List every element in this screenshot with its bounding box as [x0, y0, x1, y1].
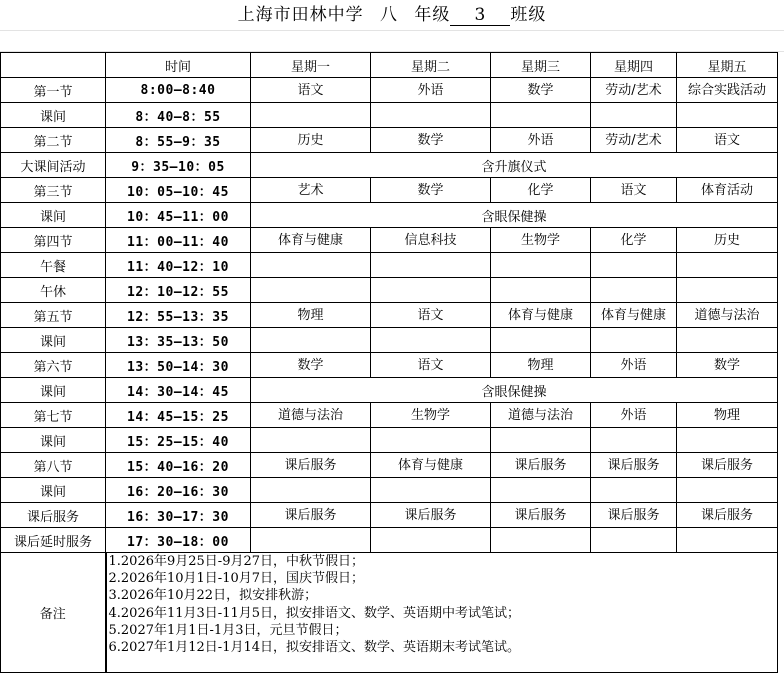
class-cell: 语文 [371, 353, 491, 378]
period-time: 12：10—12：55 [106, 278, 251, 303]
note-line: 4.2026年11月3日-11月5日，拟安排语文、数学、英语期中考试笔试； [108, 605, 521, 621]
note-line: 3.2026年10月22日，拟安排秋游； [108, 588, 318, 604]
header-day: 星期二 [371, 53, 491, 78]
header-day: 星期五 [677, 53, 778, 78]
period-time: 13：35—13：50 [106, 328, 251, 353]
class-cell: 道德与法治 [677, 303, 778, 328]
class-cell: 外语 [491, 128, 591, 153]
class-cell [491, 253, 591, 278]
period-label: 第八节 [1, 453, 106, 478]
timetable [0, 52, 778, 673]
note-line: 5.2027年1月1日-1月3日，元旦节假日； [108, 622, 348, 638]
class-cell: 化学 [591, 228, 677, 253]
class-cell: 劳动/艺术 [591, 78, 677, 103]
grade-value: 八 [380, 5, 398, 25]
class-cell [591, 528, 677, 553]
class-cell [591, 428, 677, 453]
period-time: 9：35—10：05 [106, 153, 251, 178]
spreadsheet-empty-row [0, 30, 784, 52]
class-cell: 体育与健康 [491, 303, 591, 328]
class-cell [251, 528, 371, 553]
class-cell: 语文 [677, 128, 778, 153]
period-time: 10：45—11：00 [106, 203, 251, 228]
period-label: 第四节 [1, 228, 106, 253]
class-cell [677, 328, 778, 353]
merged-activity-cell: 含眼保健操 [251, 203, 778, 228]
note-line: 6.2027年1月12日-1月14日，拟安排语文、数学、英语期末考试笔试。 [108, 640, 521, 656]
class-cell [491, 278, 591, 303]
schedule-row [1, 103, 778, 128]
schedule-row [1, 403, 778, 428]
class-cell: 课后服务 [251, 453, 371, 478]
schedule-row [1, 428, 778, 453]
class-cell [677, 103, 778, 128]
schedule-row [1, 478, 778, 503]
class-cell [677, 253, 778, 278]
period-time: 16：20—16：30 [106, 478, 251, 503]
notes-label: 备注 [1, 553, 106, 673]
class-cell [591, 478, 677, 503]
header-row [1, 53, 778, 78]
header-time: 时间 [106, 53, 251, 78]
class-cell: 课后服务 [491, 453, 591, 478]
class-cell: 生物学 [371, 403, 491, 428]
class-cell: 外语 [591, 353, 677, 378]
period-label: 课间 [1, 203, 106, 228]
period-label: 午餐 [1, 253, 106, 278]
class-cell [371, 103, 491, 128]
class-cell: 历史 [251, 128, 371, 153]
class-cell: 历史 [677, 228, 778, 253]
period-time: 17：30—18：00 [106, 528, 251, 553]
class-cell: 语文 [251, 78, 371, 103]
note-line: 2.2026年10月1日-10月7日，国庆节假日； [108, 571, 365, 587]
schedule-row [1, 78, 778, 103]
period-label: 午休 [1, 278, 106, 303]
period-label: 大课间活动 [1, 153, 106, 178]
schedule-row [1, 153, 778, 178]
period-label: 第七节 [1, 403, 106, 428]
class-cell: 语文 [371, 303, 491, 328]
class-cell: 物理 [251, 303, 371, 328]
class-cell [677, 428, 778, 453]
class-cell [251, 278, 371, 303]
period-time: 15：40—16：20 [106, 453, 251, 478]
period-time: 15：25—15：40 [106, 428, 251, 453]
class-cell [491, 528, 591, 553]
class-cell [491, 103, 591, 128]
class-cell: 艺术 [251, 178, 371, 203]
class-cell [251, 328, 371, 353]
period-label: 第五节 [1, 303, 106, 328]
schedule-row [1, 253, 778, 278]
class-cell: 道德与法治 [491, 403, 591, 428]
class-cell: 课后服务 [371, 503, 491, 528]
period-time: 11：40—12：10 [106, 253, 251, 278]
schedule-row [1, 378, 778, 403]
class-cell: 语文 [591, 178, 677, 203]
note-line: 1.2026年9月25日-9月27日，中秋节假日； [108, 554, 365, 569]
class-cell [591, 253, 677, 278]
class-cell [371, 278, 491, 303]
period-time: 8:00—8:40 [106, 78, 251, 103]
period-time: 10：05—10：45 [106, 178, 251, 203]
header-day: 星期一 [251, 53, 371, 78]
period-time: 12：55—13：35 [106, 303, 251, 328]
class-cell [591, 328, 677, 353]
class-cell: 课后服务 [677, 453, 778, 478]
schedule-row [1, 228, 778, 253]
period-label: 课间 [1, 328, 106, 353]
period-label: 课后延时服务 [1, 528, 106, 553]
schedule-row [1, 503, 778, 528]
period-time: 13：50—14：30 [106, 353, 251, 378]
page-title [0, 0, 784, 30]
class-cell: 课后服务 [591, 453, 677, 478]
header-blank [1, 53, 106, 78]
grade-label: 年级 [414, 5, 451, 25]
period-label: 课间 [1, 378, 106, 403]
class-cell [251, 428, 371, 453]
class-cell: 化学 [491, 178, 591, 203]
class-cell: 信息科技 [371, 228, 491, 253]
schedule-row [1, 278, 778, 303]
class-cell: 体育活动 [677, 178, 778, 203]
class-cell [371, 328, 491, 353]
schedule-row [1, 203, 778, 228]
schedule-row [1, 328, 778, 353]
period-time: 8：55—9：35 [106, 128, 251, 153]
period-time: 11：00—11：40 [106, 228, 251, 253]
period-time: 16：30—17：30 [106, 503, 251, 528]
class-cell: 数学 [677, 353, 778, 378]
class-cell: 体育与健康 [371, 453, 491, 478]
header-day: 星期四 [591, 53, 677, 78]
class-cell: 综合实践活动 [677, 78, 778, 103]
merged-activity-cell: 含眼保健操 [251, 378, 778, 403]
class-cell [371, 253, 491, 278]
period-time: 14：45—15：25 [106, 403, 251, 428]
class-cell: 课后服务 [491, 503, 591, 528]
period-label: 第二节 [1, 128, 106, 153]
class-cell: 课后服务 [591, 503, 677, 528]
class-cell [591, 103, 677, 128]
class-cell [677, 478, 778, 503]
class-cell [491, 428, 591, 453]
class-cell [371, 428, 491, 453]
class-cell: 课后服务 [677, 503, 778, 528]
period-label: 课间 [1, 428, 106, 453]
class-cell: 数学 [371, 128, 491, 153]
class-cell [491, 328, 591, 353]
class-cell: 物理 [677, 403, 778, 428]
class-cell [591, 278, 677, 303]
class-cell: 课后服务 [251, 503, 371, 528]
class-cell: 物理 [491, 353, 591, 378]
period-label: 课后服务 [1, 503, 106, 528]
class-cell [371, 528, 491, 553]
schedule-row [1, 453, 778, 478]
schedule-row [1, 178, 778, 203]
class-number: 3 [450, 5, 510, 26]
class-cell: 体育与健康 [251, 228, 371, 253]
class-cell [371, 478, 491, 503]
notes-row [1, 553, 778, 673]
header-day: 星期三 [491, 53, 591, 78]
class-label: 班级 [510, 5, 547, 25]
class-cell: 道德与法治 [251, 403, 371, 428]
class-cell [251, 478, 371, 503]
schedule-row [1, 303, 778, 328]
class-cell [251, 253, 371, 278]
merged-activity-cell: 含升旗仪式 [251, 153, 778, 178]
period-label: 第三节 [1, 178, 106, 203]
schedule-row [1, 528, 778, 553]
period-time: 14：30—14：45 [106, 378, 251, 403]
class-cell: 外语 [591, 403, 677, 428]
class-cell: 数学 [491, 78, 591, 103]
period-label: 课间 [1, 103, 106, 128]
period-time: 8：40—8：55 [106, 103, 251, 128]
school-name: 上海市田林中学 [237, 5, 364, 25]
period-label: 第一节 [1, 78, 106, 103]
period-label: 课间 [1, 478, 106, 503]
class-cell: 劳动/艺术 [591, 128, 677, 153]
class-cell [677, 528, 778, 553]
schedule-row [1, 353, 778, 378]
class-cell [251, 103, 371, 128]
class-cell: 数学 [251, 353, 371, 378]
class-cell: 生物学 [491, 228, 591, 253]
class-cell [677, 278, 778, 303]
notes-content [106, 553, 778, 673]
class-cell: 外语 [371, 78, 491, 103]
class-cell: 体育与健康 [591, 303, 677, 328]
period-label: 第六节 [1, 353, 106, 378]
class-cell [491, 478, 591, 503]
schedule-row [1, 128, 778, 153]
class-cell: 数学 [371, 178, 491, 203]
